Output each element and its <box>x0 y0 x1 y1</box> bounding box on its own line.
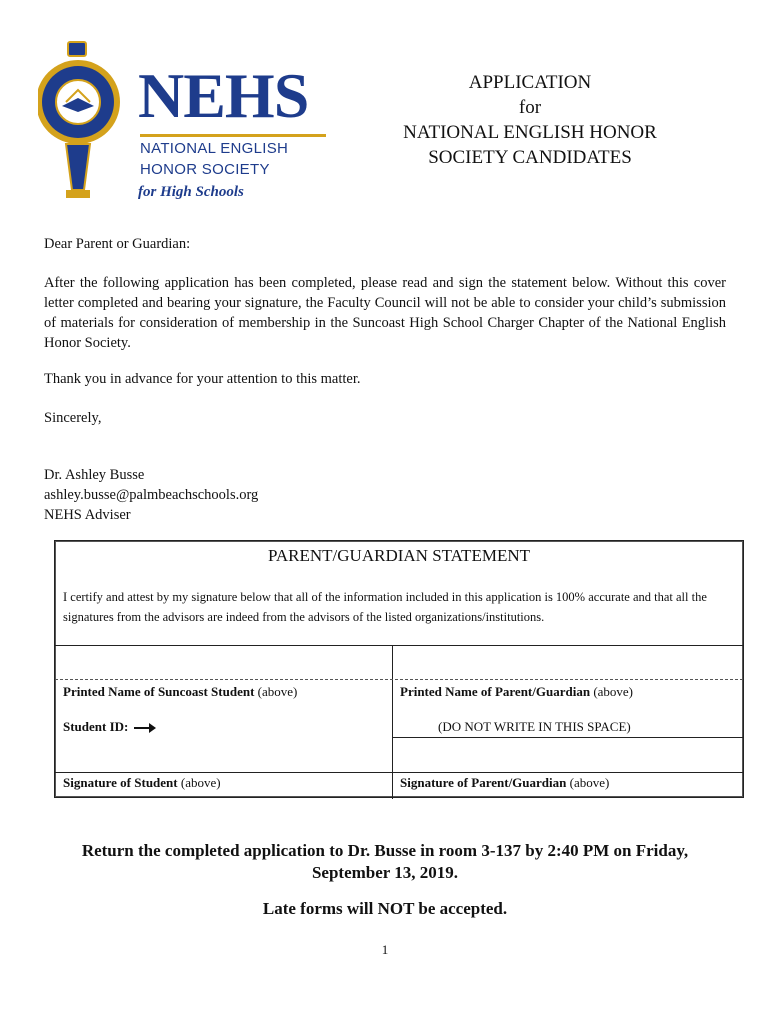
late-forms-notice: Late forms will NOT be accepted. <box>262 899 508 918</box>
parent-signature-label: Signature of Parent/Guardian (above) <box>400 775 610 790</box>
parent-name-label: Printed Name of Parent/Guardian (above) <box>400 684 634 699</box>
student-id-label: Student ID: <box>63 719 154 735</box>
return-instructions-line-2: September 13, 2019. <box>311 863 459 882</box>
statement-text: I certify and attest by my signature below that all of the information included in this application is 100% accurate and that all the signatures from the advisors are indeed from the advisors of the listed organizations/institutions. <box>63 590 707 624</box>
logo-wordmark: NEHS <box>138 60 309 131</box>
logo-line-1: NATIONAL ENGLISH <box>140 140 289 157</box>
return-instructions-line-1: Return the completed application to Dr. Busse in room 3-137 by 2:40 PM on Friday, <box>81 841 689 860</box>
title-line-2: for <box>518 97 542 118</box>
letter-greeting: Dear Parent or Guardian: <box>44 236 191 252</box>
adviser-name: Dr. Ashley Busse <box>44 467 145 483</box>
logo-rule <box>140 134 326 137</box>
page-number: 1 <box>381 942 389 957</box>
title-line-4: SOCIETY CANDIDATES <box>428 147 632 168</box>
student-signature-label: Signature of Student (above) <box>63 775 221 790</box>
nehs-logo <box>38 40 338 210</box>
logo-tagline: for High Schools <box>138 184 244 200</box>
student-id-field[interactable] <box>393 738 743 771</box>
parent-guardian-statement <box>54 540 744 798</box>
nehs-emblem-icon <box>38 40 138 210</box>
logo-line-2: HONOR SOCIETY <box>140 161 270 178</box>
title-line-1: APPLICATION <box>468 72 592 93</box>
arrow-right-icon <box>134 727 154 729</box>
letter-closing: Sincerely, <box>44 410 102 426</box>
letter-body: After the following application has been completed, please read and sign the statement below. Without this cover letter completed and bearing your signature, the Faculty Council will not be able to consider your child’s submission of materials for consideration of membership in the Suncoast High School Charger Chapter of the National English Honor Society. <box>44 275 726 351</box>
adviser-role: NEHS Adviser <box>44 507 131 523</box>
name-signature-line <box>55 679 743 680</box>
student-name-field[interactable] <box>55 646 392 678</box>
parent-name-field[interactable] <box>393 646 743 678</box>
signature-line <box>55 772 743 773</box>
statement-title: PARENT/GUARDIAN STATEMENT <box>268 546 530 565</box>
student-name-label: Printed Name of Suncoast Student (above) <box>63 684 298 699</box>
title-line-3: NATIONAL ENGLISH HONOR <box>403 122 657 143</box>
adviser-email: ashley.busse@palmbeachschools.org <box>44 487 259 503</box>
letter-thanks: Thank you in advance for your attention to this matter. <box>44 371 361 387</box>
do-not-write-note: (DO NOT WRITE IN THIS SPACE) <box>438 719 631 734</box>
